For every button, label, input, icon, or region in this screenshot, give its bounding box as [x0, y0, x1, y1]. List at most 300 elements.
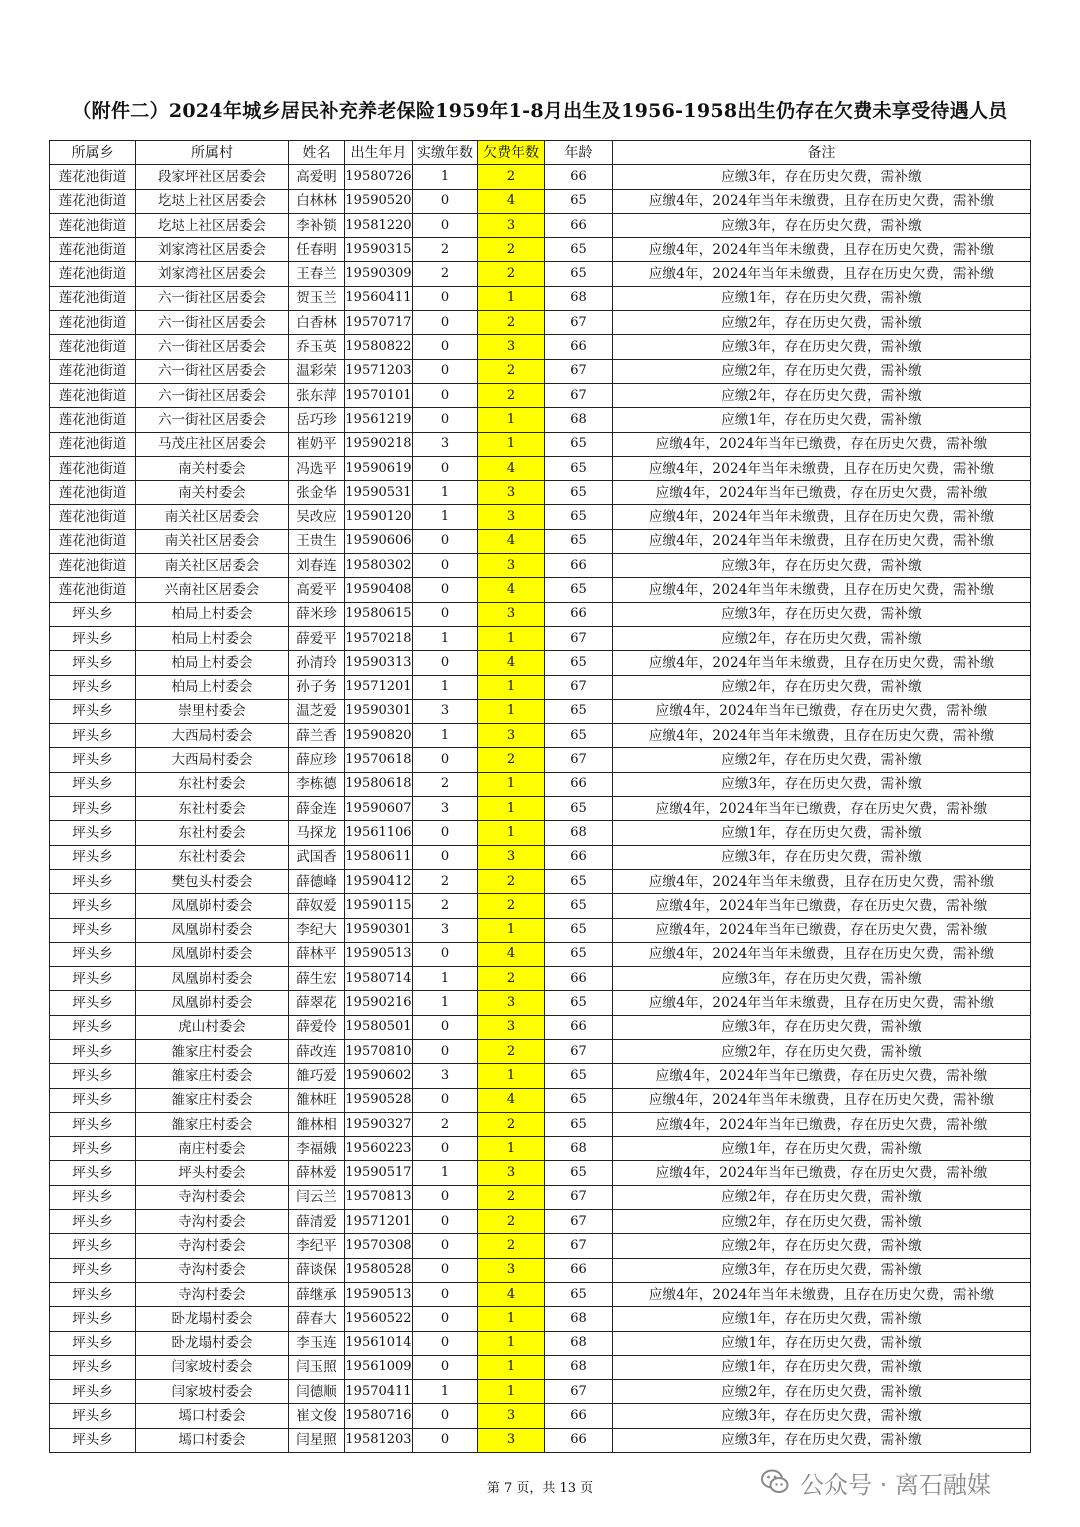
cell-arrears-years: 3	[478, 335, 545, 359]
table-row	[50, 675, 1031, 699]
cell-paid-years: 2	[413, 238, 478, 262]
cell-birth-date: 19570411	[345, 1380, 413, 1404]
cell-village: 雒家庄村委会	[136, 1088, 289, 1112]
cell-remarks: 应缴3年，存在历史欠费，需补缴	[613, 335, 1031, 359]
cell-name: 薛清爱	[289, 1210, 345, 1234]
table-row	[50, 1258, 1031, 1282]
cell-name: 贺玉兰	[289, 286, 345, 310]
cell-age: 67	[545, 748, 613, 772]
cell-birth-date: 19570308	[345, 1234, 413, 1258]
cell-township: 莲花池街道	[50, 213, 136, 237]
cell-name: 岳巧珍	[289, 408, 345, 432]
cell-village: 寺沟村委会	[136, 1258, 289, 1282]
cell-arrears-years: 4	[478, 456, 545, 480]
cell-village: 兴南社区居委会	[136, 578, 289, 602]
cell-birth-date: 19590120	[345, 505, 413, 529]
cell-birth-date: 19580822	[345, 335, 413, 359]
cell-paid-years: 0	[413, 1307, 478, 1331]
cell-remarks: 应缴3年，存在历史欠费，需补缴	[613, 1258, 1031, 1282]
cell-arrears-years: 4	[478, 942, 545, 966]
cell-age: 65	[545, 456, 613, 480]
cell-paid-years: 0	[413, 748, 478, 772]
cell-arrears-years: 1	[478, 1331, 545, 1355]
cell-birth-date: 19560223	[345, 1137, 413, 1161]
cell-village: 闫家坡村委会	[136, 1380, 289, 1404]
cell-birth-date: 19561106	[345, 821, 413, 845]
cell-township: 坪头乡	[50, 1428, 136, 1452]
cell-name: 孙子务	[289, 675, 345, 699]
cell-name: 雒巧爱	[289, 1064, 345, 1088]
cell-name: 闫玉照	[289, 1355, 345, 1379]
cell-remarks: 应缴3年，存在历史欠费，需补缴	[613, 967, 1031, 991]
cell-name: 李福娥	[289, 1137, 345, 1161]
cell-remarks: 应缴2年，存在历史欠费，需补缴	[613, 748, 1031, 772]
cell-birth-date: 19580714	[345, 967, 413, 991]
cell-township: 莲花池街道	[50, 286, 136, 310]
cell-name: 崔文俊	[289, 1404, 345, 1428]
cell-township: 坪头乡	[50, 1015, 136, 1039]
cell-remarks: 应缴2年，存在历史欠费，需补缴	[613, 1185, 1031, 1209]
cell-arrears-years: 2	[478, 383, 545, 407]
cell-birth-date: 19590313	[345, 651, 413, 675]
cell-village: 圪垯上社区居委会	[136, 213, 289, 237]
header-row	[50, 141, 1031, 165]
table-row	[50, 262, 1031, 286]
cell-village: 凤凰峁村委会	[136, 942, 289, 966]
cell-remarks: 应缴4年，2024年当年未缴费，且存在历史欠费，需补缴	[613, 529, 1031, 553]
table-row	[50, 1137, 1031, 1161]
cell-remarks: 应缴1年，存在历史欠费，需补缴	[613, 1137, 1031, 1161]
cell-township: 坪头乡	[50, 918, 136, 942]
cell-arrears-years: 2	[478, 1112, 545, 1136]
cell-birth-date: 19570618	[345, 748, 413, 772]
cell-birth-date: 19590408	[345, 578, 413, 602]
cell-paid-years: 0	[413, 1331, 478, 1355]
cell-village: 墕口村委会	[136, 1404, 289, 1428]
cell-birth-date: 19590315	[345, 238, 413, 262]
cell-township: 坪头乡	[50, 626, 136, 650]
cell-arrears-years: 1	[478, 286, 545, 310]
cell-age: 67	[545, 626, 613, 650]
cell-paid-years: 1	[413, 1161, 478, 1185]
cell-name: 高爱平	[289, 578, 345, 602]
cell-name: 张东萍	[289, 383, 345, 407]
cell-age: 65	[545, 1161, 613, 1185]
cell-birth-date: 19580501	[345, 1015, 413, 1039]
cell-township: 莲花池街道	[50, 383, 136, 407]
cell-village: 凤凰峁村委会	[136, 918, 289, 942]
cell-township: 莲花池街道	[50, 481, 136, 505]
cell-township: 坪头乡	[50, 651, 136, 675]
cell-township: 莲花池街道	[50, 165, 136, 189]
cell-birth-date: 19590412	[345, 869, 413, 893]
cell-township: 莲花池街道	[50, 578, 136, 602]
cell-township: 莲花池街道	[50, 238, 136, 262]
cell-age: 67	[545, 1039, 613, 1063]
cell-village: 凤凰峁村委会	[136, 991, 289, 1015]
cell-remarks: 应缴4年，2024年当年未缴费，且存在历史欠费，需补缴	[613, 724, 1031, 748]
cell-remarks: 应缴4年，2024年当年已缴费，存在历史欠费，需补缴	[613, 797, 1031, 821]
cell-arrears-years: 1	[478, 626, 545, 650]
cell-paid-years: 0	[413, 1355, 478, 1379]
cell-birth-date: 19580618	[345, 772, 413, 796]
cell-arrears-years: 1	[478, 918, 545, 942]
cell-remarks: 应缴2年，存在历史欠费，需补缴	[613, 1210, 1031, 1234]
cell-age: 68	[545, 408, 613, 432]
cell-age: 67	[545, 383, 613, 407]
cell-township: 坪头乡	[50, 724, 136, 748]
cell-village: 寺沟村委会	[136, 1282, 289, 1306]
cell-township: 坪头乡	[50, 1185, 136, 1209]
cell-name: 崔奶平	[289, 432, 345, 456]
cell-name: 薛德峰	[289, 869, 345, 893]
cell-township: 莲花池街道	[50, 262, 136, 286]
cell-paid-years: 0	[413, 602, 478, 626]
table-row	[50, 772, 1031, 796]
cell-remarks: 应缴4年，2024年当年已缴费，存在历史欠费，需补缴	[613, 918, 1031, 942]
cell-age: 67	[545, 1234, 613, 1258]
cell-age: 65	[545, 262, 613, 286]
cell-remarks: 应缴3年，存在历史欠费，需补缴	[613, 772, 1031, 796]
cell-age: 68	[545, 821, 613, 845]
table-row	[50, 1210, 1031, 1234]
header-arrears-years: 欠费年数	[478, 141, 545, 165]
cell-paid-years: 3	[413, 797, 478, 821]
cell-village: 圪垯上社区居委会	[136, 189, 289, 213]
cell-name: 李玉连	[289, 1331, 345, 1355]
cell-name: 李纪大	[289, 918, 345, 942]
cell-age: 66	[545, 602, 613, 626]
cell-name: 薛继承	[289, 1282, 345, 1306]
cell-arrears-years: 1	[478, 432, 545, 456]
table-row	[50, 1234, 1031, 1258]
cell-birth-date: 19580726	[345, 165, 413, 189]
header-paid-years: 实缴年数	[413, 141, 478, 165]
table-row	[50, 1428, 1031, 1452]
cell-township: 坪头乡	[50, 991, 136, 1015]
cell-paid-years: 0	[413, 1137, 478, 1161]
cell-remarks: 应缴1年，存在历史欠费，需补缴	[613, 286, 1031, 310]
cell-birth-date: 19590606	[345, 529, 413, 553]
table-row	[50, 724, 1031, 748]
cell-paid-years: 1	[413, 991, 478, 1015]
cell-paid-years: 3	[413, 1064, 478, 1088]
table-row	[50, 238, 1031, 262]
cell-age: 66	[545, 845, 613, 869]
cell-birth-date: 19580716	[345, 1404, 413, 1428]
cell-arrears-years: 3	[478, 602, 545, 626]
cell-name: 李栋德	[289, 772, 345, 796]
cell-arrears-years: 1	[478, 675, 545, 699]
cell-village: 柏局上村委会	[136, 602, 289, 626]
cell-arrears-years: 2	[478, 967, 545, 991]
cell-name: 薛生宏	[289, 967, 345, 991]
cell-township: 坪头乡	[50, 797, 136, 821]
cell-age: 66	[545, 335, 613, 359]
cell-age: 66	[545, 1015, 613, 1039]
cell-village: 樊包头村委会	[136, 869, 289, 893]
cell-township: 坪头乡	[50, 1137, 136, 1161]
table-row	[50, 213, 1031, 237]
cell-paid-years: 0	[413, 1258, 478, 1282]
cell-township: 坪头乡	[50, 748, 136, 772]
cell-name: 吴改应	[289, 505, 345, 529]
cell-name: 刘春连	[289, 554, 345, 578]
table-row	[50, 1112, 1031, 1136]
cell-age: 65	[545, 869, 613, 893]
cell-arrears-years: 3	[478, 1161, 545, 1185]
table-row	[50, 626, 1031, 650]
cell-township: 莲花池街道	[50, 335, 136, 359]
cell-village: 虎山村委会	[136, 1015, 289, 1039]
cell-arrears-years: 3	[478, 213, 545, 237]
table-row	[50, 286, 1031, 310]
cell-name: 温彩荣	[289, 359, 345, 383]
arrears-table	[49, 140, 1031, 1453]
cell-remarks: 应缴3年，存在历史欠费，需补缴	[613, 1015, 1031, 1039]
cell-arrears-years: 3	[478, 724, 545, 748]
cell-name: 闫德顺	[289, 1380, 345, 1404]
cell-birth-date: 19590115	[345, 894, 413, 918]
cell-arrears-years: 2	[478, 894, 545, 918]
cell-arrears-years: 1	[478, 408, 545, 432]
cell-birth-date: 19590216	[345, 991, 413, 1015]
table-row	[50, 1064, 1031, 1088]
cell-remarks: 应缴4年，2024年当年未缴费，且存在历史欠费，需补缴	[613, 505, 1031, 529]
table-row	[50, 505, 1031, 529]
cell-township: 坪头乡	[50, 1331, 136, 1355]
table-row	[50, 432, 1031, 456]
cell-arrears-years: 2	[478, 1185, 545, 1209]
cell-village: 南关村委会	[136, 456, 289, 480]
cell-village: 寺沟村委会	[136, 1185, 289, 1209]
cell-arrears-years: 2	[478, 869, 545, 893]
cell-name: 薛应珍	[289, 748, 345, 772]
cell-arrears-years: 1	[478, 797, 545, 821]
cell-age: 65	[545, 942, 613, 966]
table-row	[50, 869, 1031, 893]
cell-paid-years: 2	[413, 772, 478, 796]
cell-birth-date: 19561009	[345, 1355, 413, 1379]
cell-age: 65	[545, 189, 613, 213]
cell-paid-years: 3	[413, 432, 478, 456]
cell-birth-date: 19581220	[345, 213, 413, 237]
cell-paid-years: 0	[413, 1210, 478, 1234]
cell-age: 65	[545, 529, 613, 553]
watermark	[760, 1462, 991, 1502]
cell-arrears-years: 1	[478, 699, 545, 723]
cell-remarks: 应缴4年，2024年当年未缴费，且存在历史欠费，需补缴	[613, 189, 1031, 213]
cell-township: 莲花池街道	[50, 529, 136, 553]
cell-age: 65	[545, 1282, 613, 1306]
cell-age: 65	[545, 481, 613, 505]
cell-paid-years: 0	[413, 554, 478, 578]
cell-birth-date: 19590602	[345, 1064, 413, 1088]
cell-village: 墕口村委会	[136, 1428, 289, 1452]
cell-village: 柏局上村委会	[136, 675, 289, 699]
cell-age: 66	[545, 165, 613, 189]
cell-village: 大西局村委会	[136, 748, 289, 772]
cell-remarks: 应缴2年，存在历史欠费，需补缴	[613, 1039, 1031, 1063]
cell-village: 雒家庄村委会	[136, 1064, 289, 1088]
wechat-icon	[760, 1467, 790, 1497]
cell-township: 坪头乡	[50, 1064, 136, 1088]
cell-village: 六一街社区居委会	[136, 359, 289, 383]
cell-paid-years: 0	[413, 456, 478, 480]
table-row	[50, 967, 1031, 991]
cell-birth-date: 19560411	[345, 286, 413, 310]
cell-birth-date: 19590513	[345, 942, 413, 966]
table-row	[50, 359, 1031, 383]
cell-arrears-years: 1	[478, 1355, 545, 1379]
cell-township: 坪头乡	[50, 1307, 136, 1331]
cell-village: 坪头村委会	[136, 1161, 289, 1185]
cell-remarks: 应缴4年，2024年当年未缴费，且存在历史欠费，需补缴	[613, 238, 1031, 262]
cell-age: 65	[545, 1088, 613, 1112]
table-row	[50, 1404, 1031, 1428]
cell-arrears-years: 2	[478, 1039, 545, 1063]
header-name: 姓名	[289, 141, 345, 165]
cell-village: 柏局上村委会	[136, 651, 289, 675]
cell-paid-years: 0	[413, 1039, 478, 1063]
cell-village: 六一街社区居委会	[136, 335, 289, 359]
cell-paid-years: 0	[413, 845, 478, 869]
cell-paid-years: 1	[413, 626, 478, 650]
cell-township: 坪头乡	[50, 1355, 136, 1379]
cell-birth-date: 19590309	[345, 262, 413, 286]
cell-remarks: 应缴2年，存在历史欠费，需补缴	[613, 311, 1031, 335]
cell-birth-date: 19570101	[345, 383, 413, 407]
cell-arrears-years: 2	[478, 1234, 545, 1258]
cell-paid-years: 0	[413, 529, 478, 553]
cell-remarks: 应缴2年，存在历史欠费，需补缴	[613, 626, 1031, 650]
cell-paid-years: 0	[413, 1234, 478, 1258]
cell-age: 67	[545, 675, 613, 699]
cell-name: 闫星照	[289, 1428, 345, 1452]
cell-township: 坪头乡	[50, 1039, 136, 1063]
watermark-text: 公众号 · 离石融媒	[800, 1470, 991, 1499]
cell-birth-date: 19580611	[345, 845, 413, 869]
cell-township: 坪头乡	[50, 1112, 136, 1136]
cell-village: 柏局上村委会	[136, 626, 289, 650]
cell-village: 凤凰峁村委会	[136, 894, 289, 918]
cell-age: 66	[545, 772, 613, 796]
table-row	[50, 383, 1031, 407]
cell-village: 大西局村委会	[136, 724, 289, 748]
cell-age: 67	[545, 1380, 613, 1404]
cell-name: 李纪平	[289, 1234, 345, 1258]
cell-age: 67	[545, 311, 613, 335]
cell-remarks: 应缴1年，存在历史欠费，需补缴	[613, 1355, 1031, 1379]
cell-birth-date: 19590528	[345, 1088, 413, 1112]
cell-paid-years: 1	[413, 724, 478, 748]
cell-village: 六一街社区居委会	[136, 286, 289, 310]
cell-village: 寺沟村委会	[136, 1210, 289, 1234]
cell-age: 65	[545, 238, 613, 262]
cell-arrears-years: 3	[478, 845, 545, 869]
cell-name: 薛林爱	[289, 1161, 345, 1185]
cell-arrears-years: 3	[478, 481, 545, 505]
cell-village: 东社村委会	[136, 797, 289, 821]
cell-remarks: 应缴1年，存在历史欠费，需补缴	[613, 408, 1031, 432]
cell-name: 乔玉英	[289, 335, 345, 359]
cell-name: 王春兰	[289, 262, 345, 286]
cell-paid-years: 0	[413, 408, 478, 432]
cell-township: 坪头乡	[50, 1161, 136, 1185]
cell-age: 66	[545, 1428, 613, 1452]
table-row	[50, 991, 1031, 1015]
table-row	[50, 1161, 1031, 1185]
cell-arrears-years: 4	[478, 1088, 545, 1112]
cell-village: 南关社区居委会	[136, 554, 289, 578]
table-row	[50, 554, 1031, 578]
cell-age: 65	[545, 432, 613, 456]
table-row	[50, 918, 1031, 942]
cell-arrears-years: 3	[478, 554, 545, 578]
page-number: 第 7 页，共 13 页	[486, 1481, 594, 1496]
cell-village: 雒家庄村委会	[136, 1112, 289, 1136]
cell-village: 崇里村委会	[136, 699, 289, 723]
cell-remarks: 应缴4年，2024年当年已缴费，存在历史欠费，需补缴	[613, 432, 1031, 456]
cell-paid-years: 0	[413, 1088, 478, 1112]
cell-township: 坪头乡	[50, 1210, 136, 1234]
table-row	[50, 845, 1031, 869]
cell-birth-date: 19590820	[345, 724, 413, 748]
table-row	[50, 797, 1031, 821]
cell-name: 张金华	[289, 481, 345, 505]
table-row	[50, 651, 1031, 675]
cell-remarks: 应缴4年，2024年当年未缴费，且存在历史欠费，需补缴	[613, 942, 1031, 966]
cell-township: 莲花池街道	[50, 189, 136, 213]
cell-village: 段家坪社区居委会	[136, 165, 289, 189]
table-row	[50, 1015, 1031, 1039]
cell-birth-date: 19570813	[345, 1185, 413, 1209]
cell-birth-date: 19590327	[345, 1112, 413, 1136]
cell-arrears-years: 1	[478, 1137, 545, 1161]
cell-paid-years: 0	[413, 383, 478, 407]
cell-arrears-years: 2	[478, 748, 545, 772]
cell-township: 坪头乡	[50, 1282, 136, 1306]
cell-arrears-years: 3	[478, 1258, 545, 1282]
cell-age: 65	[545, 1064, 613, 1088]
cell-township: 坪头乡	[50, 1258, 136, 1282]
document-title: （附件二）2024年城乡居民补充养老保险1959年1-8月出生及1956-1958出生仍存在欠费未享受待遇人员	[72, 100, 1008, 122]
cell-township: 莲花池街道	[50, 505, 136, 529]
cell-remarks: 应缴4年，2024年当年未缴费，且存在历史欠费，需补缴	[613, 991, 1031, 1015]
table-row	[50, 335, 1031, 359]
header-birth-date: 出生年月	[345, 141, 413, 165]
cell-arrears-years: 4	[478, 529, 545, 553]
cell-remarks: 应缴1年，存在历史欠费，需补缴	[613, 821, 1031, 845]
cell-name: 王贵生	[289, 529, 345, 553]
cell-remarks: 应缴2年，存在历史欠费，需补缴	[613, 1380, 1031, 1404]
table-row	[50, 821, 1031, 845]
cell-paid-years: 1	[413, 1380, 478, 1404]
cell-paid-years: 2	[413, 869, 478, 893]
table-row	[50, 1307, 1031, 1331]
cell-remarks: 应缴4年，2024年当年未缴费，且存在历史欠费，需补缴	[613, 1088, 1031, 1112]
cell-remarks: 应缴4年，2024年当年已缴费，存在历史欠费，需补缴	[613, 1064, 1031, 1088]
cell-age: 65	[545, 724, 613, 748]
cell-paid-years: 1	[413, 165, 478, 189]
cell-arrears-years: 1	[478, 1064, 545, 1088]
cell-age: 65	[545, 1112, 613, 1136]
cell-age: 65	[545, 505, 613, 529]
cell-age: 66	[545, 213, 613, 237]
cell-paid-years: 1	[413, 967, 478, 991]
cell-name: 薛春大	[289, 1307, 345, 1331]
cell-remarks: 应缴2年，存在历史欠费，需补缴	[613, 1234, 1031, 1258]
